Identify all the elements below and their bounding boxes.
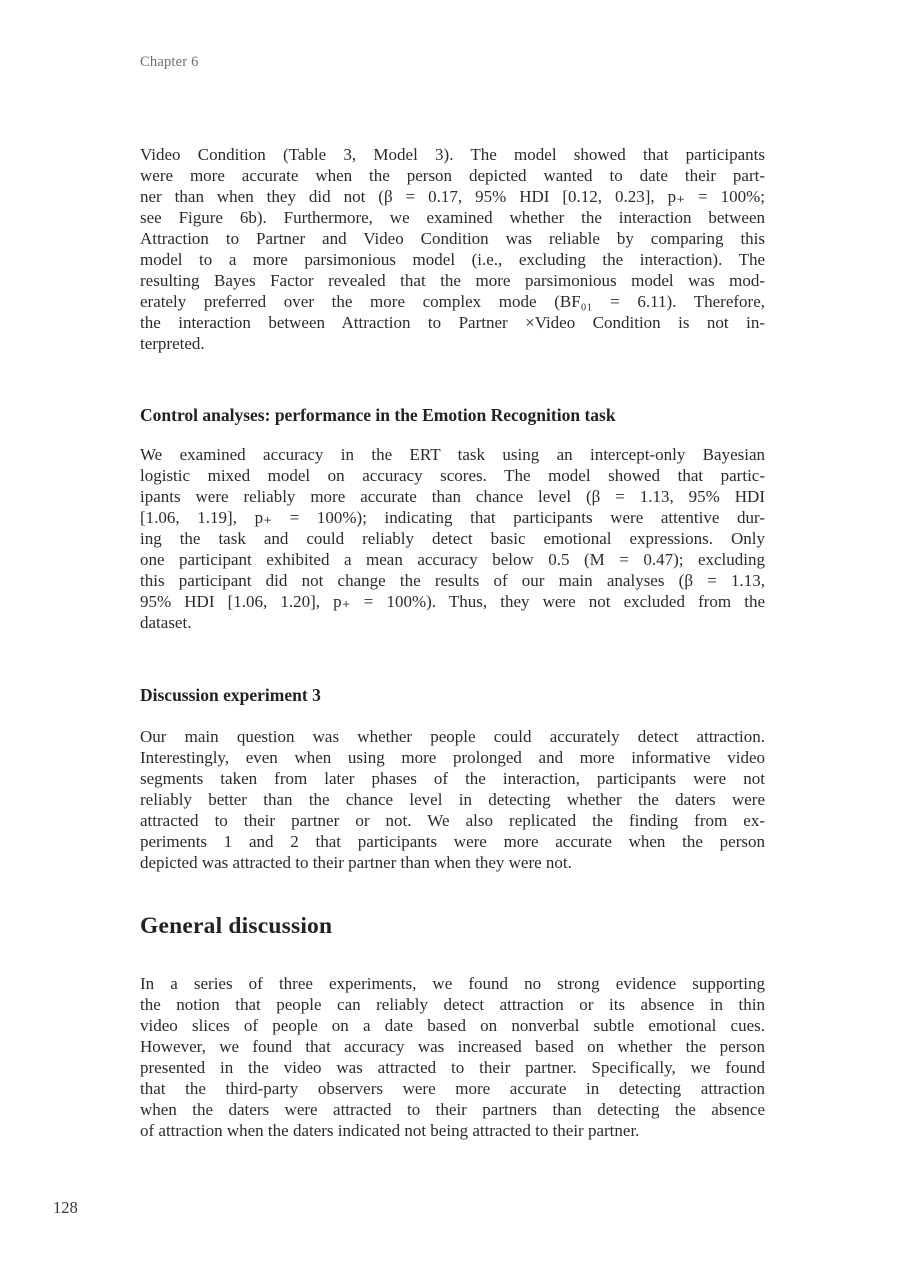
- text-line: However, we found that accuracy was increased based on whether the person: [140, 1037, 765, 1056]
- running-header: Chapter 6: [140, 54, 199, 70]
- text-line: We examined accuracy in the ERT task using an intercept-only Bayesian: [140, 445, 765, 464]
- text-line: terpreted.: [140, 334, 205, 353]
- paragraph-discussion: [140, 726, 765, 873]
- text-line: the notion that people can reliably detect attraction or its absence in thin: [140, 995, 765, 1014]
- text-line: attracted to their partner or not. We also replicated the finding from ex-: [140, 811, 765, 830]
- text-line: resulting Bayes Factor revealed that the more parsimonious model was mod-: [140, 271, 765, 290]
- text-line: ing the task and could reliably detect basic emotional expressions. Only: [140, 529, 765, 548]
- paragraph-general: [140, 973, 765, 1141]
- heading-discussion-experiment-3: Discussion experiment 3: [140, 685, 321, 705]
- heading-control-analyses: Control analyses: performance in the Emotion Recognition task: [140, 405, 616, 425]
- text-line: model to a more parsimonious model (i.e., excluding the interaction). The: [140, 250, 765, 269]
- text-line: were more accurate when the person depicted wanted to date their part-: [140, 166, 765, 185]
- text-line: segments taken from later phases of the interaction, participants were not: [140, 769, 765, 788]
- text-line: Video Condition (Table 3, Model 3). The model showed that participants: [140, 145, 765, 164]
- text-line: In a series of three experiments, we found no strong evidence supporting: [140, 974, 765, 993]
- text-line: Attraction to Partner and Video Condition was reliable by comparing this: [140, 229, 765, 248]
- text-line: Interestingly, even when using more prolonged and more informative video: [140, 748, 765, 767]
- text-line: see Figure 6b). Furthermore, we examined whether the interaction between: [140, 208, 765, 227]
- paragraph-video-condition: [140, 144, 765, 354]
- text-line: when the daters were attracted to their partners than detecting the absence: [140, 1100, 765, 1119]
- paragraph-ert: [140, 444, 765, 633]
- page-number: 128: [53, 1198, 78, 1217]
- text-line: this participant did not change the results of our main analyses (β = 1.13,: [140, 571, 765, 590]
- text-line: that the third-party observers were more accurate in detecting attraction: [140, 1079, 765, 1098]
- text-line: erately preferred over the more complex mode (BF₀₁ = 6.11). Therefore,: [140, 292, 765, 311]
- text-line: depicted was attracted to their partner than when they were not.: [140, 853, 572, 872]
- text-line: ner than when they did not (β = 0.17, 95% HDI [0.12, 0.23], p₊ = 100%;: [140, 187, 765, 206]
- text-line: one participant exhibited a mean accuracy below 0.5 (M = 0.47); excluding: [140, 550, 765, 569]
- text-line: presented in the video was attracted to their partner. Specifically, we found: [140, 1058, 765, 1077]
- text-line: of attraction when the daters indicated not being attracted to their partner.: [140, 1121, 640, 1140]
- text-line: dataset.: [140, 613, 192, 632]
- text-line: 95% HDI [1.06, 1.20], p₊ = 100%). Thus, they were not excluded from the: [140, 592, 765, 611]
- text-line: ipants were reliably more accurate than chance level (β = 1.13, 95% HDI: [140, 487, 765, 506]
- text-line: the interaction between Attraction to Partner ×Video Condition is not in-: [140, 313, 765, 332]
- text-line: video slices of people on a date based on nonverbal subtle emotional cues.: [140, 1016, 765, 1035]
- text-line: Our main question was whether people could accurately detect attraction.: [140, 727, 765, 746]
- text-line: [1.06, 1.19], p₊ = 100%); indicating that participants were attentive dur-: [140, 508, 765, 527]
- heading-general-discussion: General discussion: [140, 913, 333, 939]
- text-line: periments 1 and 2 that participants were more accurate when the person: [140, 832, 765, 851]
- text-line: logistic mixed model on accuracy scores. The model showed that partic-: [140, 466, 765, 485]
- text-line: reliably better than the chance level in detecting whether the daters were: [140, 790, 765, 809]
